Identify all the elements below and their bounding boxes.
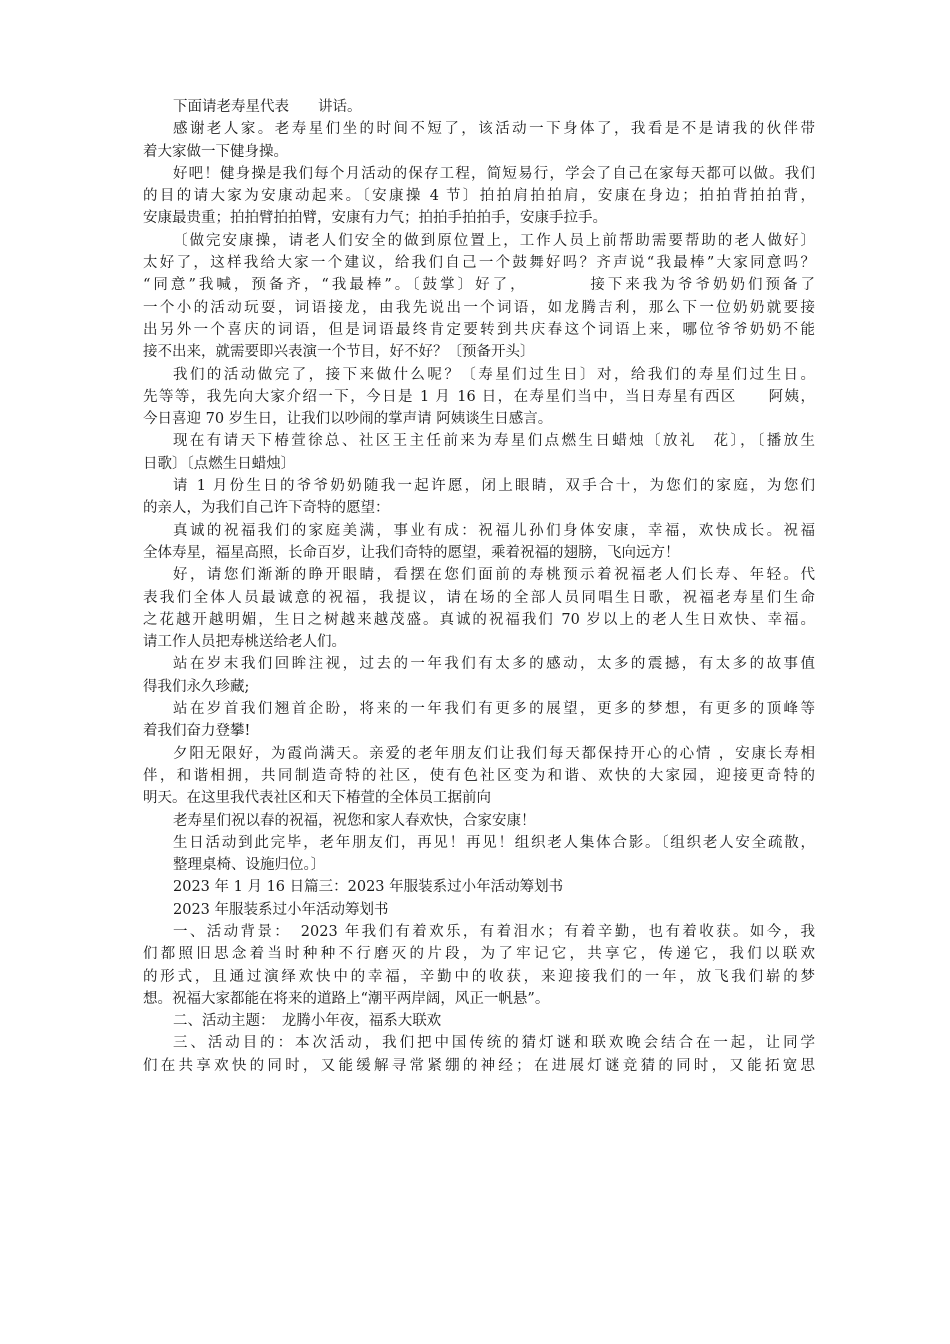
- paragraph-line: 表我们全体人员最诚意的祝福，我提议，请在场的全部人员同唱生日歌，祝福老寿星们生命: [143, 589, 815, 606]
- paragraph-line: 二、活动主题： 龙腾小年夜，福系大联欢: [173, 1013, 442, 1030]
- paragraph-line: 今日喜迎 70 岁生日，让我们以吵闹的掌声请 阿姨谈生日感言。: [143, 411, 553, 428]
- paragraph-line: 我们的活动做完了，接下来做什么呢？〔寿星们过生日〕对，给我们的寿星们过生日。: [173, 366, 815, 383]
- paragraph-line: 全体寿星，福星高照，长命百岁，让我们奇特的愿望，乘着祝福的翅膀，飞向远方！: [143, 544, 680, 561]
- paragraph-line: 伴，和谐相拥，共同制造奇特的社区，使有色社区变为和谐、欢快的大家园，迎接更奇特的: [143, 767, 815, 784]
- paragraph-line: 出另外一个喜庆的词语，但是词语最终肯定要转到共庆春这个词语上来，哪位爷爷奶奶不能: [143, 321, 815, 338]
- paragraph-line: 2023 年 1 月 16 日篇三：2023 年服装系过小年活动筹划书: [173, 879, 564, 896]
- paragraph-line: 生日活动到此完毕，老年朋友们，再见！再见！组织老人集体合影。〔组织老人安全疏散，: [173, 834, 815, 851]
- paragraph-line: 三、活动目的：本次活动，我们把中国传统的猜灯谜和联欢晚会结合在一起，让同学: [173, 1035, 815, 1052]
- paragraph-line: 站在岁末我们回眸注视，过去的一年我们有太多的感动，太多的震撼，有太多的故事值: [173, 656, 815, 673]
- paragraph-line: 之花越开越明媚，生日之树越来越茂盛。真诚的祝福我们 70 岁以上的老人生日欢快、幸福。: [143, 611, 815, 628]
- paragraph-line: 们在共享欢快的同时，又能缓解寻常紧绷的神经；在进展灯谜竞猜的同时，又能拓宽思: [143, 1057, 815, 1074]
- paragraph-line: 日歌〕〔点燃生日蜡烛〕: [143, 455, 296, 472]
- paragraph-line: 真诚的祝福我们的家庭美满，事业有成：祝福儿孙们身体安康，幸福，欢快成长。祝福: [173, 522, 815, 539]
- paragraph-line: 感谢老人家。老寿星们坐的时间不短了，该活动一下身体了，我看是不是请我的伙伴带: [173, 121, 815, 138]
- paragraph-line: 站在岁首我们翘首企盼，将来的一年我们有更多的展望，更多的梦想，有更多的顶峰等: [173, 701, 815, 718]
- paragraph-line: 请 1 月份生日的爷爷奶奶随我一起许愿，闭上眼睛，双手合十，为您们的家庭，为您们: [173, 478, 815, 495]
- paragraph-line: 的目的请大家为安康动起来。〔安康操 4 节〕拍拍肩拍拍肩，安康在身边；拍拍背拍拍背，: [143, 188, 815, 205]
- paragraph-line: 的亲人，为我们自己许下奇特的愿望：: [143, 500, 390, 517]
- document-page: [143, 96, 815, 1077]
- paragraph-line: 先等等，我先向大家介绍一下，今日是 1 月 16 日，在寿星们当中，当日寿星有西区 阿姨，: [143, 388, 815, 405]
- paragraph-line: 想。祝福大家都能在将来的道路上“潮平两岸阔，风正一帆悬”。: [143, 990, 550, 1007]
- paragraph-line: 〔做完安康操，请老人们安全的做到原位置上，工作人员上前帮助需要帮助的老人做好〕: [173, 232, 815, 249]
- paragraph-line: 好吧！健身操是我们每个月活动的保存工程，简短易行，学会了自己在家每天都可以做。我们: [173, 165, 815, 182]
- paragraph-line: 安康最贵重；拍拍臂拍拍臂，安康有力气；拍拍手拍拍手，安康手拉手。: [143, 210, 607, 227]
- paragraph-line: 请工作人员把寿桃送给老人们。: [143, 634, 346, 651]
- paragraph-line: 现在有请天下椿萱徐总、社区王主任前来为寿星们点燃生日蜡烛〔放礼 花〕，〔播放生: [173, 433, 815, 450]
- paragraph-line: 下面请老寿星代表 讲话。: [173, 99, 362, 115]
- paragraph-line: 好，请您们渐渐的睁开眼睛，看摆在您们面前的寿桃预示着祝福老人们长寿、年轻。代: [173, 567, 815, 584]
- paragraph-line: 的形式，且通过演绎欢快中的幸福，辛勤中的收获，来迎接我们的一年，放飞我们崭的梦: [143, 968, 815, 985]
- paragraph-line: 老寿星们祝以春的祝福，祝您和家人春欢快，合家安康！: [173, 812, 536, 829]
- paragraph-line: 明天。在这里我代表社区和天下椿萱的全体员工据前向: [143, 790, 491, 807]
- paragraph-line: 们都照旧思念着当时种种不行磨灭的片段，为了牢记它，共享它，传递它，我们以联欢: [143, 946, 815, 963]
- paragraph-line: 得我们永久珍藏;: [143, 678, 250, 695]
- paragraph-line: 太好了，这样我给大家一个建议，给我们自己一个鼓舞好吗？齐声说“我最棒”大家同意吗？: [143, 255, 815, 272]
- paragraph-line: 着我们奋力登攀!: [143, 723, 251, 740]
- paragraph-line: 着大家做一下健身操。: [143, 143, 288, 160]
- paragraph-line: “同意”我喊，预备齐，“我最棒”。〔鼓掌〕好了， 接下来我为爷爷奶奶们预备了: [143, 277, 815, 294]
- paragraph-line: 夕阳无限好，为霞尚满天。亲爱的老年朋友们让我们每天都保持开心的心情 ，安康长寿相: [173, 745, 815, 762]
- paragraph-line: 一个小的活动玩耍，词语接龙，由我先说出一个词语，如龙腾吉利，那么下一位奶奶就要接: [143, 299, 815, 316]
- paragraph-line: 接不出来，就需要即兴表演一个节目，好不好？〔预备开头〕: [143, 344, 535, 361]
- paragraph-line: 2023 年服装系过小年活动筹划书: [173, 901, 389, 918]
- paragraph-line: 整理桌椅、设施归位。〕: [173, 857, 326, 874]
- paragraph-line: 一、活动背景： 2023 年我们有着欢乐，有着泪水；有着辛勤，也有着收获。如今，我: [173, 923, 815, 940]
